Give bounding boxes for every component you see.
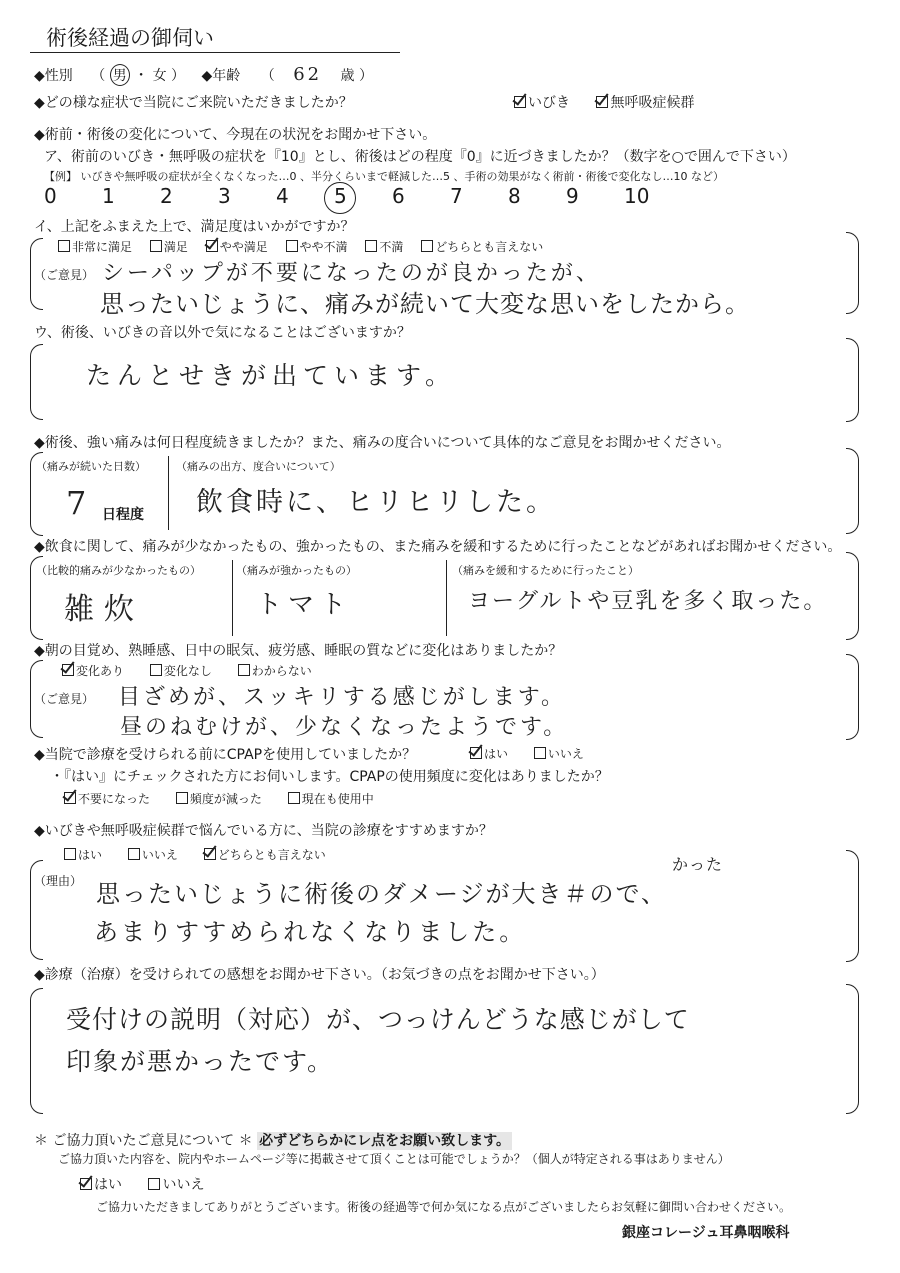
- satisfaction-options: [58, 238, 557, 255]
- cpap-fu-reduced[interactable]: 頻度が減った: [176, 790, 262, 807]
- gender-separator: ・: [134, 68, 149, 84]
- sat-opt-4[interactable]: やや不満: [286, 238, 348, 255]
- cpap-followup: ・『はい』にチェックされた方にお伺いします。CPAPの使用頻度に変化はありましたか？: [50, 769, 609, 785]
- scale-8[interactable]: 8: [508, 184, 521, 208]
- food-divider-2: [446, 560, 447, 636]
- clinic-name: 銀座コレージュ耳鼻咽喉科: [622, 1225, 790, 1241]
- rec-yes[interactable]: はい: [64, 846, 102, 863]
- impression-bracket-right: [846, 984, 859, 1114]
- cpap-no[interactable]: いいえ: [534, 745, 584, 762]
- food-col3-label: （痛みを緩和するために行ったこと）: [452, 564, 639, 577]
- food-question: ◆飲食に関して、痛みが少なかったもの、強かったもの、また痛みを緩和するために行ったことなどがあればお聞かせください。: [34, 539, 842, 555]
- age-value[interactable]: 62: [293, 64, 323, 85]
- scale-3[interactable]: 3: [218, 184, 231, 208]
- food-col3-answer[interactable]: ヨーグルトや豆乳を多く取った。: [468, 589, 828, 614]
- satisfaction-question: イ、上記をふまえた上で、満足度はいかがですか？: [34, 219, 355, 235]
- change-example: 【例】 いびきや無呼吸の症状が全くなくなった…0 、半分くらいまで軽減した…5 、手術の効果がなく術前・術後で変化なし…10 など）: [44, 170, 724, 183]
- consent-no[interactable]: いいえ: [148, 1174, 204, 1194]
- food-col1-answer[interactable]: 雑炊: [64, 592, 144, 627]
- sleep-opt-unchanged[interactable]: 変化なし: [150, 662, 212, 679]
- sleep-comment-line1[interactable]: 目ざめが、スッキリする感じがします。: [118, 685, 567, 710]
- recommend-reason-label: （理由）: [34, 874, 83, 888]
- pain-bracket-right: [846, 448, 859, 534]
- scale-4[interactable]: 4: [276, 184, 289, 208]
- pain-question: ◆術後、強い痛みは何日程度続きましたか？また、痛みの度合いについて具体的なご意見をお聞かせください。: [34, 435, 731, 451]
- consent-thanks: ご協力いただきましてありがとうございます。術後の経過等で何か気になる点がございましたらお気軽に御問い合わせください。: [96, 1200, 792, 1214]
- recommend-reason-insert[interactable]: かった: [672, 855, 724, 874]
- rec-no[interactable]: いいえ: [128, 846, 178, 863]
- satisfaction-comment-label: （ご意見）: [34, 268, 95, 282]
- scale-selected-circle: [324, 182, 356, 214]
- cpap-followup-options: [64, 790, 396, 807]
- scale-10[interactable]: 10: [624, 184, 650, 208]
- consent-yes[interactable]: はい: [80, 1174, 122, 1194]
- symptom-apnea[interactable]: 無呼吸症候群: [596, 92, 694, 112]
- scale-9[interactable]: 9: [566, 184, 579, 208]
- other-bracket-right: [846, 338, 859, 422]
- symptom-options: [514, 92, 716, 112]
- rec-neither[interactable]: どちらとも言えない: [204, 846, 326, 863]
- satisfaction-comment-line2[interactable]: 思ったいじょうに、痛みが続いて大変な思いをしたから。: [100, 290, 750, 318]
- change-heading: ◆術前・術後の変化について、今現在の状況をお聞かせ下さい。: [34, 127, 437, 143]
- cpap-fu-still[interactable]: 現在も使用中: [288, 790, 374, 807]
- sleep-opt-unknown[interactable]: わからない: [238, 662, 312, 679]
- other-bracket-left: [30, 344, 43, 420]
- food-col2-answer[interactable]: トマト: [256, 590, 353, 620]
- scale-2[interactable]: 2: [160, 184, 173, 208]
- satisfaction-comment-line1[interactable]: シーパップが不要になったのが良かったが、: [102, 261, 601, 286]
- sleep-comment-label: （ご意見）: [34, 692, 95, 706]
- food-col2-label: （痛みが強かったもの）: [236, 564, 357, 577]
- cpap-yes[interactable]: はい: [470, 745, 508, 762]
- sat-opt-1[interactable]: 非常に満足: [58, 238, 132, 255]
- change-sub-a: ア、術前のいびき・無呼吸の症状を『10』とし、術後はどの程度『0』に近づきましたか？（数字を○で囲んで下さい）: [44, 149, 796, 165]
- symptom-question: ◆どの様な症状で当院にご来院いただきましたか？: [34, 95, 353, 111]
- other-answer[interactable]: たんとせきが出ています。: [86, 361, 457, 390]
- sat-opt-2[interactable]: 満足: [150, 238, 188, 255]
- gender-female[interactable]: 女: [152, 68, 167, 84]
- recommend-bracket-right: [846, 850, 859, 962]
- page-title: 術後経過の御伺い: [46, 26, 214, 50]
- scale-0[interactable]: 0: [44, 184, 57, 208]
- sleep-question: ◆朝の目覚め、熟睡感、日中の眠気、疲労感、睡眠の質などに変化はありましたか？: [34, 643, 563, 659]
- impression-bracket-left: [30, 988, 43, 1114]
- impression-question: ◆診療（治療）を受けられての感想をお聞かせ下さい。（お気づきの点をお聞かせ下さい。）: [34, 967, 605, 983]
- satisfaction-bracket-right: [846, 232, 859, 314]
- consent-question: ご協力頂いた内容を、院内やホームページ等に掲載させて頂くことは可能でしょうか？（個人が特定される事はありません）: [58, 1152, 730, 1166]
- scale-6[interactable]: 6: [392, 184, 405, 208]
- food-divider-1: [232, 560, 233, 636]
- consent-heading1: ＊ ご協力頂いたご意見について ＊: [34, 1133, 253, 1149]
- sat-opt-6[interactable]: どちらとも言えない: [421, 238, 543, 255]
- cpap-fu-unneeded[interactable]: 不要になった: [64, 790, 150, 807]
- consent-options: [80, 1174, 226, 1194]
- sleep-opt-changed[interactable]: 変化あり: [62, 662, 124, 679]
- sleep-comment-line2[interactable]: 昼のねむけが、少なくなったようです。: [120, 715, 569, 740]
- food-col1-label: （比較的痛みが少なかったもの）: [36, 564, 201, 577]
- gender-male-selected[interactable]: 男: [110, 64, 130, 86]
- cpap-question: ◆当院で診療を受けられる前にCPAPを使用していましたか？: [34, 747, 417, 763]
- sat-opt-3[interactable]: やや満足: [206, 238, 268, 255]
- impression-answer-line2[interactable]: 印象が悪かったです。: [66, 1047, 335, 1076]
- pain-days-value[interactable]: 7: [66, 484, 90, 522]
- scale-7[interactable]: 7: [450, 184, 463, 208]
- sat-opt-5[interactable]: 不満: [365, 238, 403, 255]
- scale-5[interactable]: 5: [334, 184, 347, 208]
- gender-label: ◆性別: [34, 68, 73, 84]
- pain-days-unit: 日程度: [102, 507, 144, 523]
- recommend-reason-line1[interactable]: 思ったいじょうに術後のダメージが大き＃ので、: [96, 880, 668, 908]
- pain-days-label: （痛みが続いた日数）: [36, 460, 146, 473]
- cpap-options: [470, 745, 606, 762]
- symptom-snoring[interactable]: いびき: [514, 92, 570, 112]
- sleep-bracket-right: [846, 654, 859, 740]
- other-question: ウ、術後、いびきの音以外で気になることはございますか？: [34, 325, 411, 341]
- consent-heading2: 必ずどちらかにレ点をお願い致します。: [259, 1133, 510, 1149]
- age-label: ◆年齢: [201, 68, 241, 84]
- recommend-reason-line2[interactable]: あまりすすめられなくなりました。: [94, 918, 527, 946]
- pain-detail-label: （痛みの出方、度合いについて）: [176, 460, 341, 473]
- consent-heading: [34, 1130, 512, 1150]
- age-unit: 歳: [340, 68, 355, 84]
- pain-divider: [168, 456, 169, 530]
- food-bracket-right: [846, 552, 859, 640]
- pain-detail-answer[interactable]: 飲食時に、ヒリヒリした。: [196, 487, 556, 518]
- profile-row: ◆性別 （ 男 ・ 女 ） ◆年齢 （ 62 歳 ）: [34, 64, 373, 85]
- recommend-question: ◆いびきや無呼吸症候群で悩んでいる方に、当院の診療をすすめますか？: [34, 823, 493, 839]
- impression-answer-line1[interactable]: 受付けの説明（対応）が、つっけんどうな感じがして: [66, 1005, 690, 1034]
- title-underline: [30, 52, 400, 53]
- recommend-options: [64, 846, 348, 863]
- scale-1[interactable]: 1: [102, 184, 115, 208]
- sleep-options: [62, 662, 334, 679]
